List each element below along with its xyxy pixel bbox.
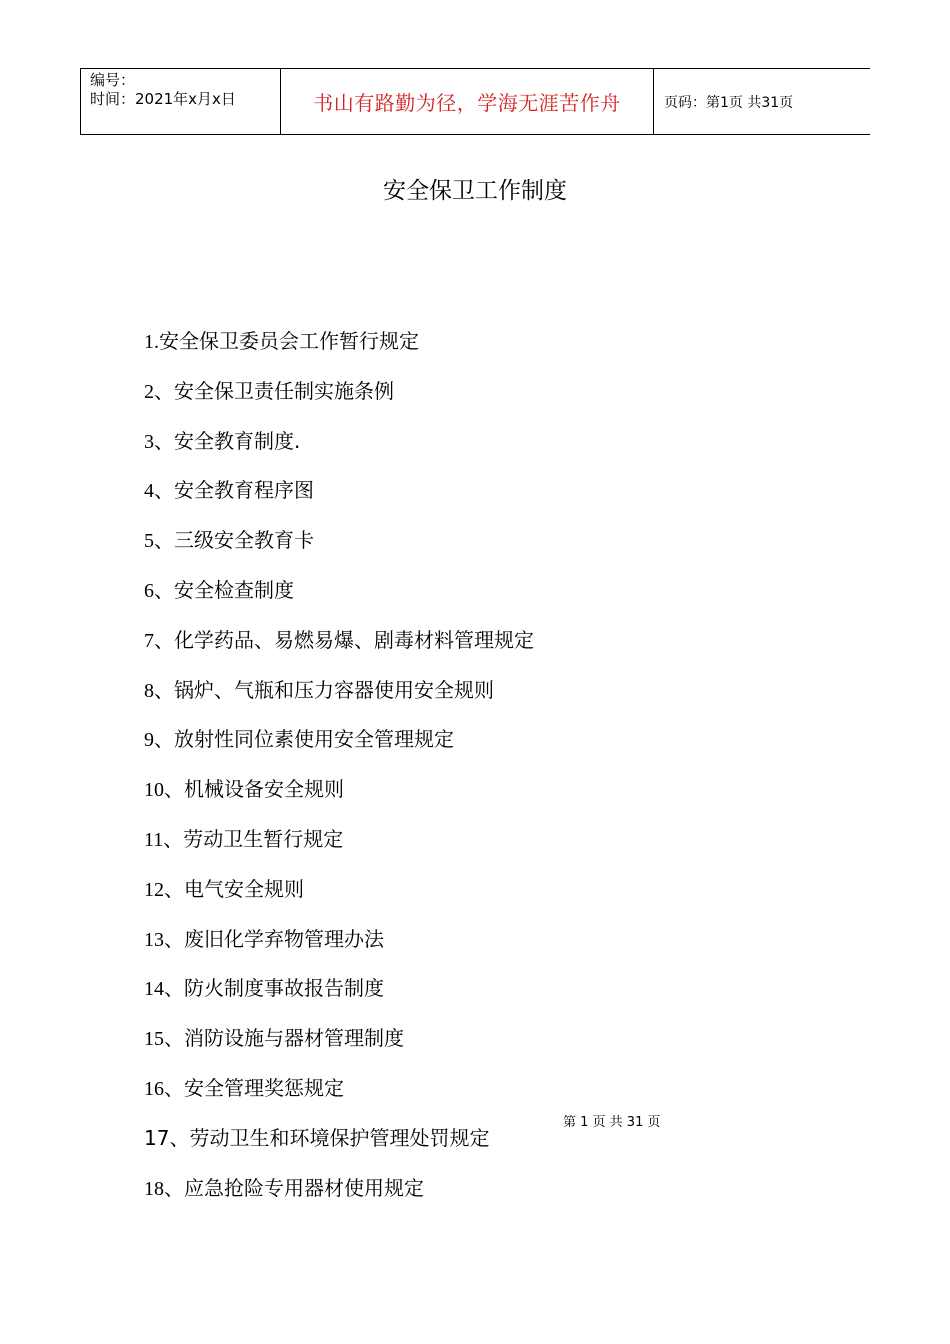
toc-item-number: 13、 — [144, 928, 184, 951]
header-page-cell — [654, 69, 870, 134]
toc-item-number: 6、 — [144, 579, 174, 602]
toc-item — [144, 1069, 534, 1119]
toc-item — [144, 571, 534, 621]
toc-item-text: 安全管理奖惩规定 — [184, 1075, 344, 1100]
document-header — [80, 68, 870, 135]
toc-item-text: 消防设施与器材管理制度 — [184, 1026, 404, 1051]
toc-item — [144, 820, 534, 870]
toc-item-text: 劳动卫生和环境保护管理处罚规定 — [189, 1125, 490, 1150]
toc-item — [144, 322, 534, 372]
toc-item — [144, 521, 534, 571]
toc-item-number: 17、 — [144, 1125, 190, 1150]
toc-item-number: 10、 — [144, 779, 184, 802]
toc-item-text: 机械设备安全规则 — [184, 777, 344, 802]
toc-item-number: 5、 — [144, 530, 174, 553]
toc-item-text: 安全教育制度. — [174, 428, 301, 453]
toc-item-text: 安全教育程序图 — [174, 478, 314, 503]
table-of-contents — [144, 322, 534, 1218]
toc-item-text: 三级安全教育卡 — [174, 528, 314, 553]
toc-item-number: 16、 — [144, 1077, 184, 1100]
toc-item-number: 8、 — [144, 679, 174, 702]
toc-item — [144, 1169, 534, 1219]
header-meta-cell — [80, 69, 281, 134]
page-info: 页码：第1页 共31页 — [664, 94, 794, 111]
header-motto-cell — [281, 69, 654, 134]
toc-item-number: 1. — [144, 331, 159, 353]
time-label: 时间：2021年x月x日 — [90, 90, 236, 108]
toc-item-text: 安全检查制度 — [174, 577, 294, 602]
toc-item-text: 防火制度事故报告制度 — [184, 976, 384, 1001]
toc-item-number: 14、 — [144, 978, 184, 1001]
toc-item — [144, 770, 534, 820]
toc-item — [144, 870, 534, 920]
document-title: 安全保卫工作制度 — [383, 178, 567, 204]
toc-item-text: 化学药品、易燃易爆、剧毒材料管理规定 — [174, 627, 534, 652]
toc-item — [144, 920, 534, 970]
code-label: 编号： — [90, 71, 136, 89]
toc-item-text: 电气安全规则 — [184, 876, 304, 901]
page-footer: 第 1 页 共 31 页 — [563, 1115, 661, 1130]
motto-text: 书山有路勤为径，学海无涯苦作舟 — [313, 91, 621, 115]
toc-item-number: 3、 — [144, 430, 174, 453]
toc-item-text: 放射性同位素使用安全管理规定 — [174, 727, 454, 752]
toc-item-number: 2、 — [144, 380, 174, 403]
toc-item-text: 应急抢险专用器材使用规定 — [184, 1175, 424, 1200]
toc-item-number: 7、 — [144, 629, 174, 652]
toc-item-number: 4、 — [144, 480, 174, 503]
toc-item — [144, 621, 534, 671]
toc-item-number: 15、 — [144, 1028, 184, 1051]
toc-item — [144, 471, 534, 521]
toc-item — [144, 720, 534, 770]
toc-item-number: 11、 — [144, 828, 184, 851]
toc-item — [144, 671, 534, 721]
toc-item-text: 劳动卫生暂行规定 — [183, 826, 344, 851]
toc-item-number: 18、 — [144, 1177, 184, 1200]
toc-item — [144, 1019, 534, 1069]
toc-item — [144, 1119, 534, 1169]
toc-item — [144, 372, 534, 422]
toc-item-number: 12、 — [144, 878, 184, 901]
toc-item-text: 安全保卫责任制实施条例 — [174, 378, 394, 403]
toc-item-number: 9、 — [144, 729, 174, 752]
toc-item-text: 安全保卫委员会工作暂行规定 — [159, 329, 419, 353]
toc-item — [144, 422, 534, 472]
toc-item-text: 废旧化学弃物管理办法 — [184, 926, 384, 951]
toc-item — [144, 969, 534, 1019]
toc-item-text: 锅炉、气瓶和压力容器使用安全规则 — [174, 677, 494, 702]
